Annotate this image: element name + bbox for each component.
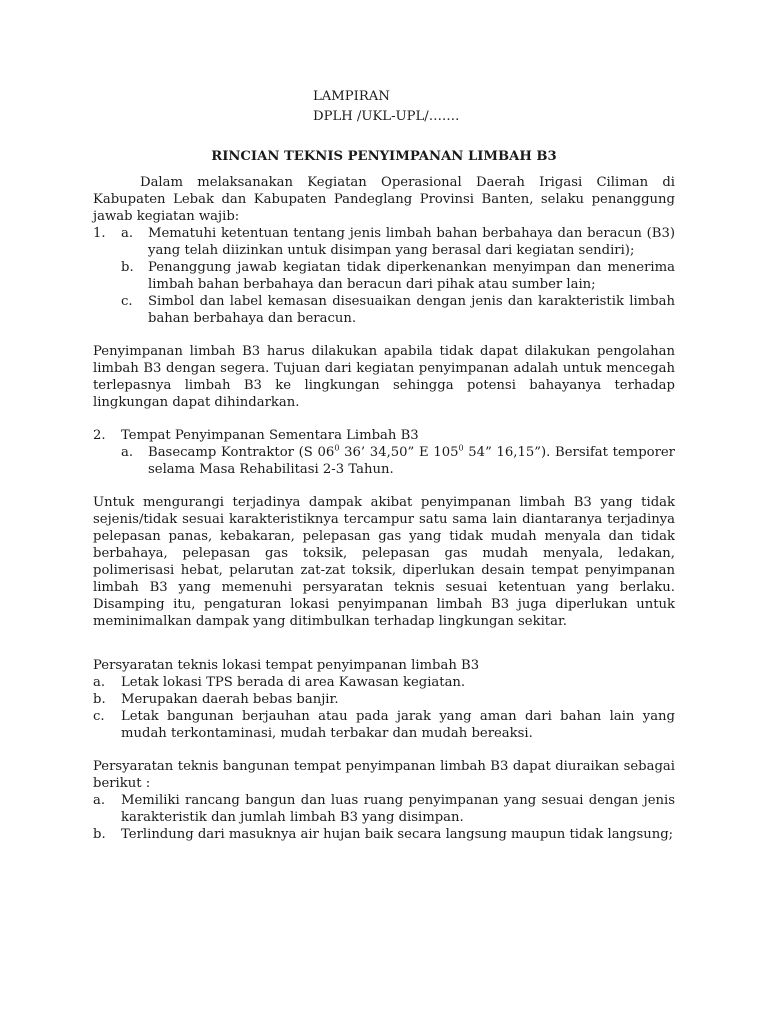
list-letter: a. [93, 793, 106, 808]
list-item-text: Letak lokasi TPS berada di area Kawasan kegiatan. [121, 675, 466, 690]
location-heading: Persyaratan teknis lokasi tempat penyimpanan limbah B3 [93, 658, 480, 673]
list-letter: b. [93, 692, 106, 707]
list-letter: a. [121, 445, 134, 460]
list-item-text: Memiliki rancang bangun dan luas ruang penyimpanan yang sesuai dengan jenis karakteristik dan jumlah limbah B3 yang disimpan. [121, 793, 675, 825]
obligation-list [93, 225, 675, 327]
storage-paragraph: Penyimpanan limbah B3 harus dilakukan apabila tidak dapat dilakukan pengolahan limbah B3 dengan segera. Tujuan dari kegiatan penyimpanan adalah untuk mencegah terlepasnya limbah B3 ke lingkungan sehingga potensi bahayanya terhadap lingkungan dapat dihindarkan. [93, 344, 675, 410]
list-item-text: Mematuhi ketentuan tentang jenis limbah bahan berbahaya dan beracun (B3) yang telah diizinkan untuk disimpan yang berasal dari kegiatan sendiri); [148, 226, 675, 258]
list-letter: a. [121, 226, 134, 241]
list-number: 2. [93, 428, 106, 443]
list-item [93, 225, 675, 259]
list-letter: b. [121, 260, 134, 275]
attachment-header [313, 87, 459, 127]
list-item-text: Terlindung dari masuknya air hujan baik secara langsung maupun tidak langsung; [121, 827, 674, 842]
intro-paragraph: Dalam melaksanakan Kegiatan Operasional Daerah Irigasi Ciliman di Kabupaten Lebak dan Kabupaten Pandeglang Provinsi Banten, selaku penanggung jawab kegiatan wajib: [93, 175, 675, 224]
list-item-text: Merupakan daerah bebas banjir. [121, 692, 339, 707]
list-item [93, 293, 675, 327]
list-number: 1. [93, 226, 106, 241]
list-item-text: Penanggung jawab kegiatan tidak diperkenankan menyimpan dan menerima limbah bahan berbahaya dan beracun dari pihak atau sumber lain; [148, 260, 675, 292]
document-title: RINCIAN TEKNIS PENYIMPANAN LIMBAH B3 [211, 149, 557, 164]
coordinate-text: 36’ 34,50” E 105 [339, 445, 459, 460]
list-item [93, 708, 675, 742]
degree-mark: 0 [334, 443, 340, 453]
list-item [93, 674, 675, 691]
location-requirements [93, 657, 675, 742]
basecamp-location-text [148, 444, 675, 478]
document-body [93, 148, 675, 843]
list-item [93, 259, 675, 293]
coordinate-text: 54” 16,15”). Bersifat temporer selama Masa Rehabilitasi 2-3 Tahun. [148, 445, 675, 477]
section-heading [93, 427, 675, 444]
list-letter: b. [93, 827, 106, 842]
temporary-storage-section [93, 427, 675, 478]
coordinate-text: Basecamp Kontraktor (S 06 [148, 445, 335, 460]
list-item [93, 691, 675, 708]
list-item-text: Letak bangunan berjauhan atau pada jarak yang aman dari bahan lain yang mudah terkontaminasi, mudah terbakar dan mudah bereaksi. [121, 709, 675, 741]
list-letter: a. [93, 675, 106, 690]
list-letter: c. [121, 294, 133, 309]
reduce-impact-paragraph: Untuk mengurangi terjadinya dampak akibat penyimpanan limbah B3 yang tidak sejenis/tidak sesuai karakteristiknya tercampur satu sama lain diantaranya terjadinya pelepasan panas, kebakaran, pelepasan gas yang tidak mudah menyala dan tidak berbahaya, pelepasan gas toksik, pelepasan gas mudah menyala, ledakan, polimerisasi hebat, pelarutan zat-zat toksik, diperlukan desain tempat penyimpanan limbah B3 yang memenuhi persyaratan teknis sesuai ketentuan yang berlaku. Disamping itu, pengaturan lokasi penyimpanan limbah B3 juga diperlukan untuk meminimalkan dampak yang ditimbulkan terhadap lingkungan sekitar. [93, 495, 675, 629]
section-heading-text: Tempat Penyimpanan Sementara Limbah B3 [121, 428, 419, 443]
list-item [93, 826, 675, 843]
degree-mark: 0 [458, 443, 464, 453]
list-item-text: Simbol dan label kemasan disesuaikan dengan jenis dan karakteristik limbah bahan berbahaya dan beracun. [148, 294, 675, 326]
list-letter: c. [93, 709, 105, 724]
header-reference: DPLH /UKL-UPL/……. [313, 109, 460, 124]
header-lampiran: LAMPIRAN [313, 89, 390, 104]
list-item [93, 444, 675, 478]
building-heading: Persyaratan teknis bangunan tempat penyimpanan limbah B3 dapat diuraikan sebagai berikut : [93, 759, 675, 791]
building-requirements [93, 758, 675, 843]
list-item [93, 792, 675, 826]
